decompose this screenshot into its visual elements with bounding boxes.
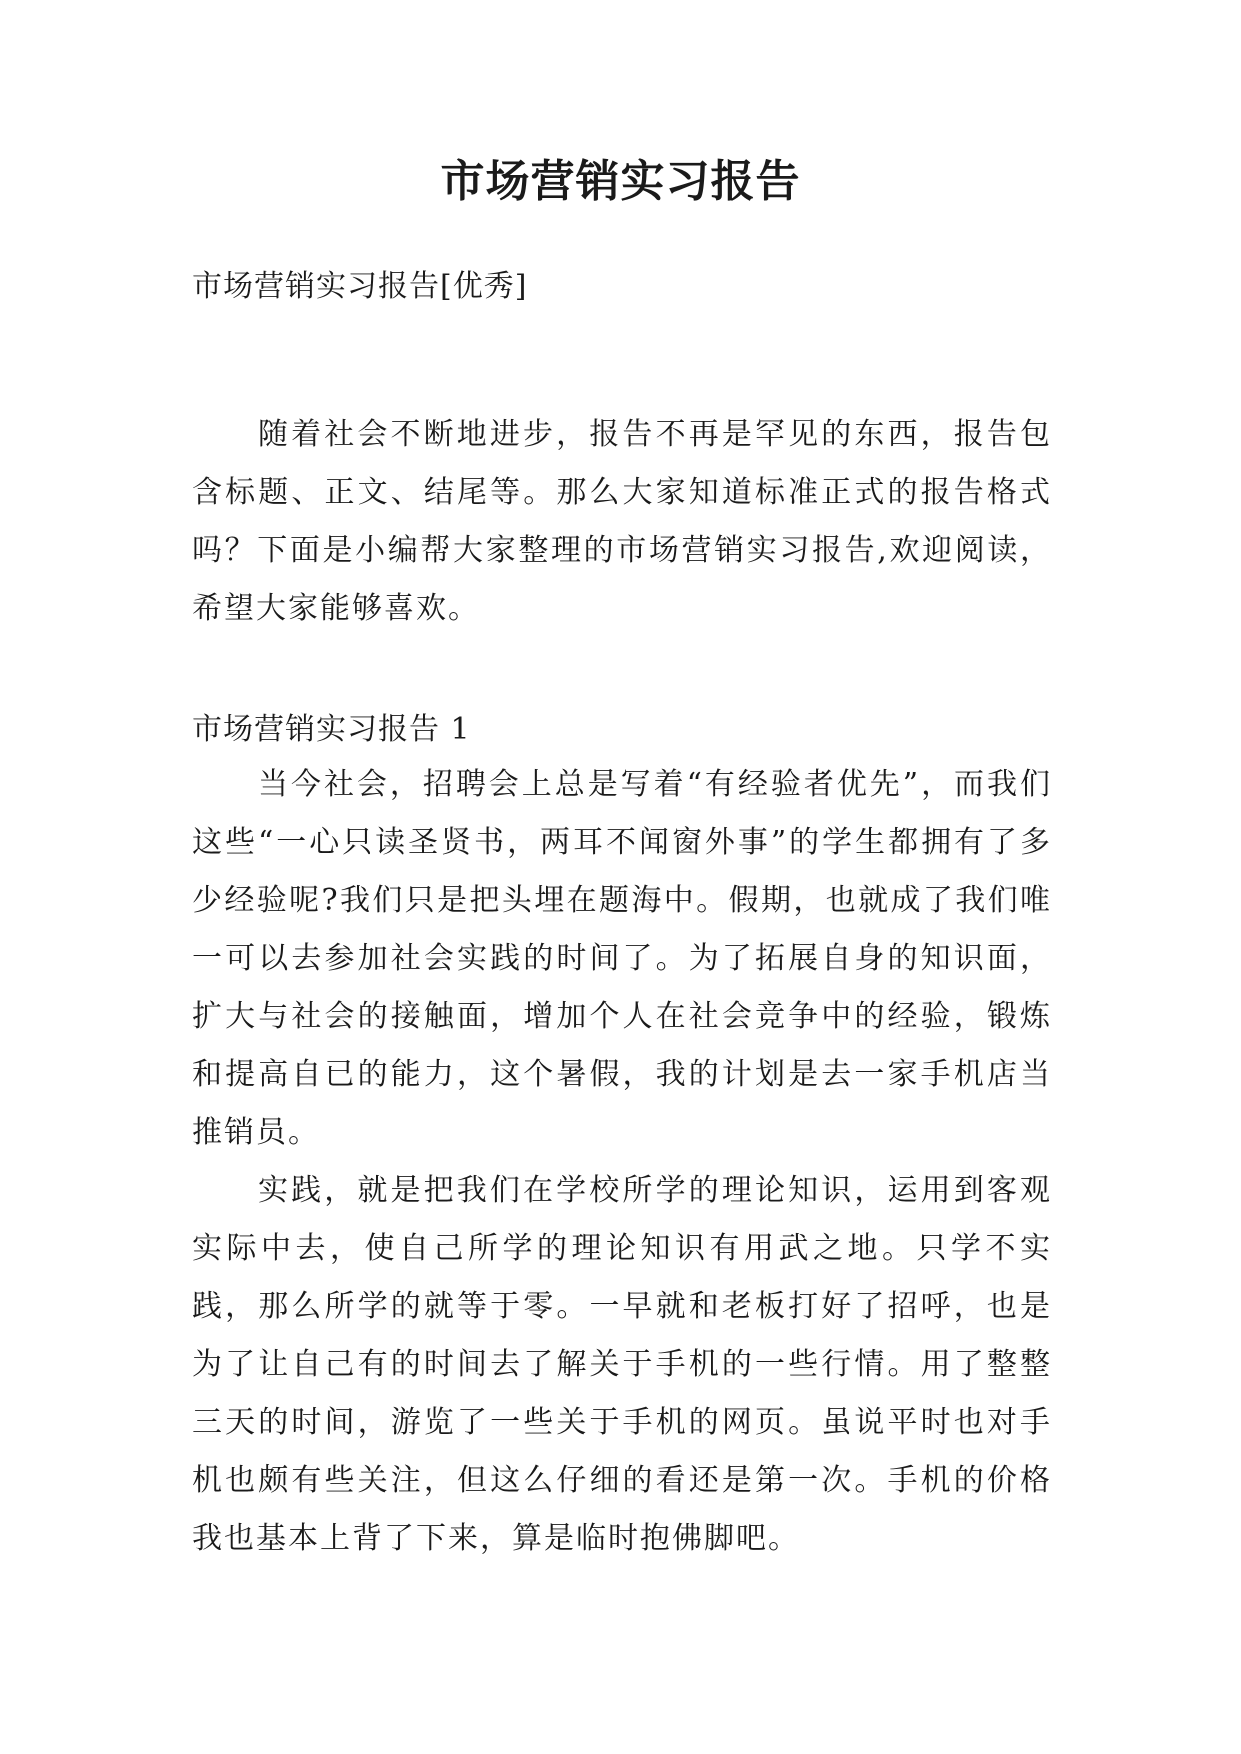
document-subtitle: 市场营销实习报告[优秀] (192, 269, 528, 304)
intro-paragraph: 随着社会不断地进步，报告不再是罕见的东西，报告包含标题、正文、结尾等。那么大家知道标准正式的报告格式吗？下面是小编帮大家整理的市场营销实习报告,欢迎阅读，希望大家能够喜欢。 (192, 417, 1052, 626)
body-paragraph: 当今社会，招聘会上总是写着“有经验者优先”，而我们这些“一心只读圣贤书，两耳不闻窗外事”的学生都拥有了多少经验呢?我们只是把头埋在题海中。假期，也就成了我们唯一可以去参加社会实践的时间了。为了拓展自身的知识面，扩大与社会的接触面，增加个人在社会竞争中的经验，锻炼和提高自已的能力，这个暑假，我的计划是去一家手机店当推销员。 (192, 767, 1052, 1150)
document-title: 市场营销实习报告 (440, 156, 801, 207)
section-heading: 市场营销实习报告 1 (192, 712, 471, 747)
body-paragraph: 实践，就是把我们在学校所学的理论知识，运用到客观实际中去，使自己所学的理论知识有用武之地。只学不实践，那么所学的就等于零。一早就和老板打好了招呼，也是为了让自己有的时间去了解关于手机的一些行情。用了整整三天的时间，游览了一些关于手机的网页。虽说平时也对手机也颇有些关注，但这么仔细的看还是第一次。手机的价格我也基本上背了下来，算是临时抱佛脚吧。 (192, 1173, 1052, 1556)
